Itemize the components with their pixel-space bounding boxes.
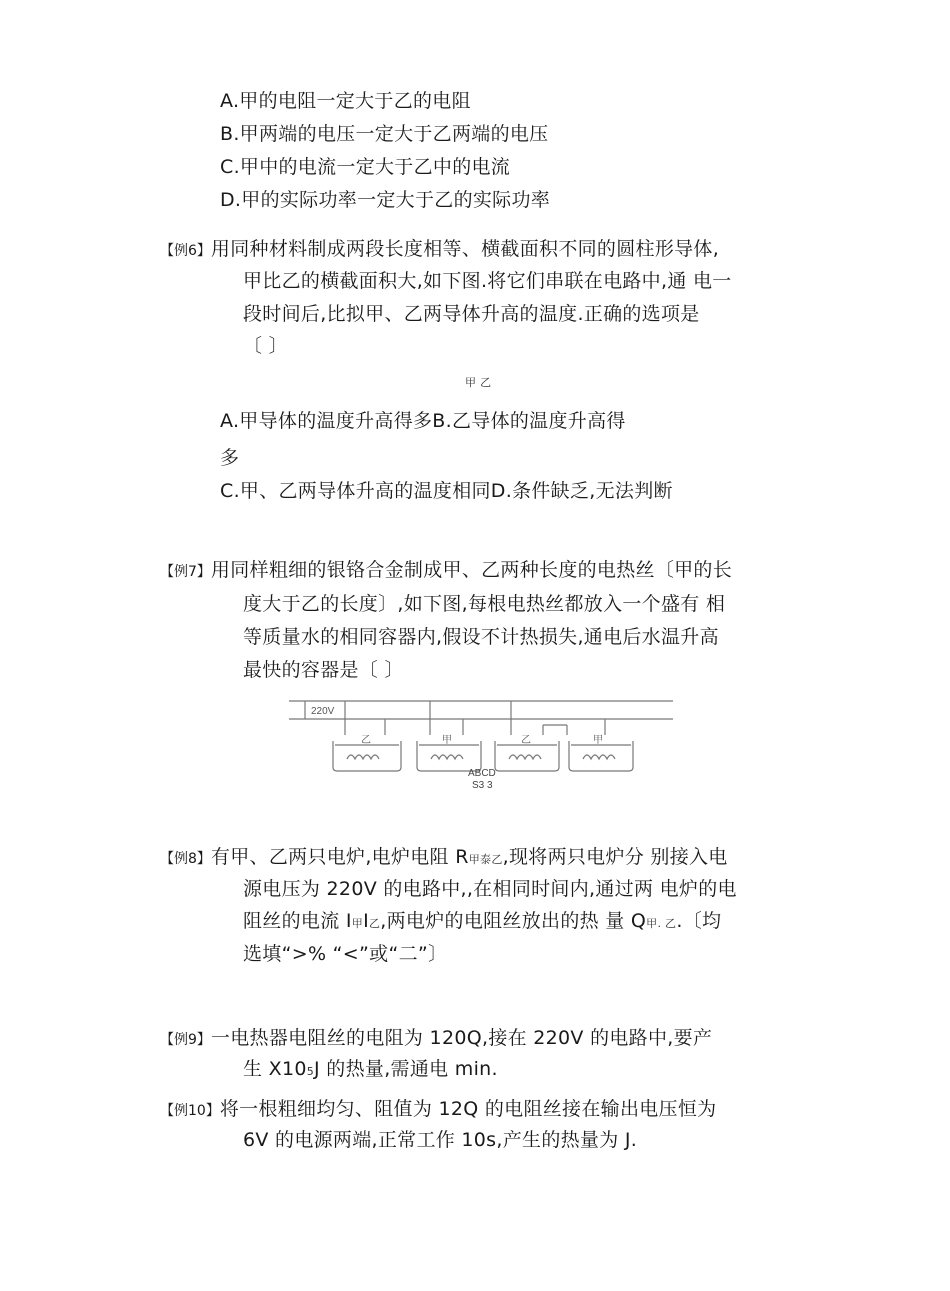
- voltage-label: 220V: [311, 706, 335, 717]
- example-10: [160, 1097, 716, 1123]
- question-line: 选填“>% “<”或“二”〕: [243, 943, 448, 965]
- example-tag: 【例6】: [160, 243, 211, 259]
- example-tag: 【例10】: [160, 1103, 220, 1119]
- question-line: 〔 〕: [243, 335, 288, 357]
- heating-coil: [509, 755, 541, 759]
- example-7: [160, 558, 732, 584]
- example-tag: 【例8】: [160, 851, 211, 867]
- example-8: [160, 845, 728, 872]
- subscript: 甲. 乙: [646, 917, 677, 930]
- example-tag: 【例7】: [160, 564, 211, 580]
- example-6: [160, 237, 719, 263]
- option-text: B.甲两端的电压一定大于乙两端的电压: [220, 123, 549, 145]
- text-part: 阻丝的电流 I: [243, 910, 352, 932]
- question-line: 用同样粗细的银铬合金制成甲、乙两种长度的电热丝〔甲的长: [210, 559, 733, 581]
- container-label: 甲: [593, 735, 603, 746]
- question-line: 甲比乙的横截面积大,如下图.将它们串联在电路中,通 电一: [243, 270, 732, 292]
- subscript: 甲泰乙: [468, 853, 503, 866]
- option-text: C.甲、乙两导体升高的温度相同D.条件缺乏,无法判断: [220, 480, 673, 502]
- text-part: 生 X10: [243, 1058, 307, 1080]
- text-part: J 的热量,需通电 min.: [314, 1058, 498, 1080]
- figure-caption: S3 3: [472, 780, 493, 791]
- question-line: 有甲、乙两只电炉,电炉电阻 R: [210, 846, 469, 868]
- text-part: I: [363, 910, 369, 932]
- option-text: C.甲中的电流一定大于乙中的电流: [220, 156, 511, 178]
- option-text: D.甲的实际功率一定大于乙的实际功率: [220, 189, 551, 211]
- container-label: 乙: [361, 735, 371, 746]
- heating-coil: [431, 755, 463, 759]
- text-part: ,两电炉的电阻丝放出的热 量 Q: [380, 910, 647, 932]
- heating-coil: [583, 755, 615, 759]
- question-line: 用同种材料制成两段长度相等、横截面积不同的圆柱形导体,: [210, 238, 720, 260]
- option-text: A.甲的电阻一定大于乙的电阻: [220, 90, 471, 112]
- figure-label: 甲 乙: [465, 376, 492, 389]
- figure-caption: ABCD: [468, 768, 496, 779]
- subscript: 甲: [351, 917, 364, 930]
- question-line: 将一根粗细均匀、阻值为 12Q 的电阻丝接在输出电压恒为: [219, 1098, 717, 1120]
- text-part: .〔均: [676, 910, 722, 932]
- subscript: 5: [306, 1065, 315, 1078]
- question-line: 度大于乙的长度〕,如下图,每根电热丝都放入一个盛有 相: [243, 593, 726, 615]
- container-label: 乙: [521, 735, 531, 746]
- question-line: 最快的容器是〔 〕: [243, 659, 404, 681]
- question-line: 源电压为 220V 的电路中,,在相同时间内,通过两 电炉的电: [243, 878, 737, 900]
- subscript: 乙: [368, 917, 381, 930]
- question-line: ,现将两只电炉分 别接入电: [502, 846, 728, 868]
- circuit-figure: [285, 693, 680, 775]
- heating-coil: [347, 755, 379, 759]
- question-line: [243, 1057, 498, 1084]
- question-line: 等质量水的相同容器内,假设不计热损失,通电后水温升高: [243, 626, 719, 648]
- container-label: 甲: [442, 735, 452, 746]
- example-9: [160, 1026, 712, 1052]
- question-line: 段时间后,比拟甲、乙两导体升高的温度.正确的选项是: [243, 303, 700, 325]
- question-line: 6V 的电源两端,正常工作 10s,产生的热量为 J.: [243, 1129, 638, 1151]
- question-line: [243, 909, 721, 936]
- option-text: 多: [220, 447, 240, 469]
- question-line: 一电热器电阻丝的电阻为 120Q,接在 220V 的电路中,要产: [210, 1027, 713, 1049]
- example-tag: 【例9】: [160, 1032, 211, 1048]
- option-text: A.甲导体的温度升高得多B.乙导体的温度升高得: [220, 410, 626, 432]
